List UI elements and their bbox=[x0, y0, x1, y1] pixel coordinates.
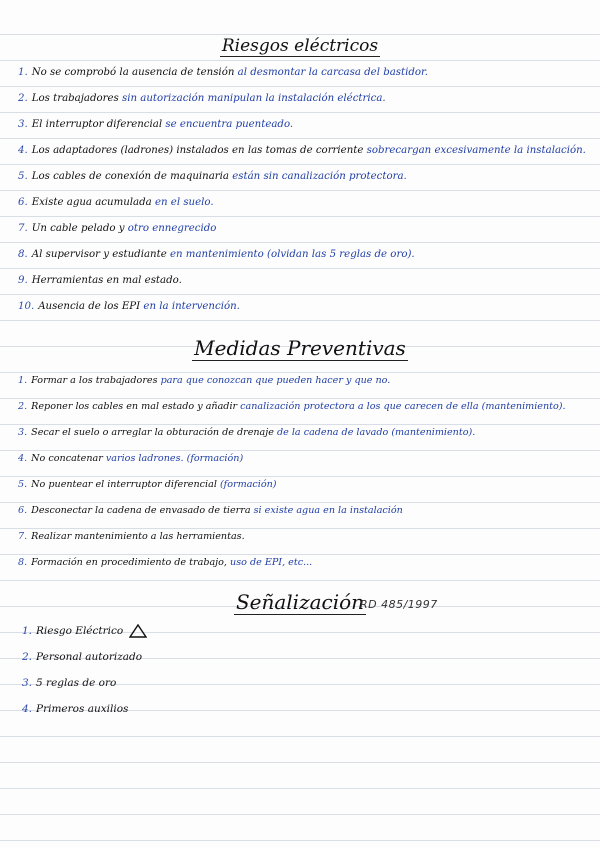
medidas-item-1 bbox=[18, 372, 588, 390]
item-text: Reponer los cables en mal estado y añadir bbox=[31, 401, 238, 412]
item-number: 1. bbox=[18, 375, 28, 386]
item-text: 5 reglas de oro bbox=[36, 677, 117, 689]
riesgos-item-6 bbox=[18, 194, 588, 212]
item-text: Formación en procedimiento de trabajo, bbox=[31, 557, 227, 568]
item-text: Riesgo Eléctrico bbox=[36, 625, 124, 637]
item-text: Al supervisor y estudiante bbox=[31, 249, 167, 260]
item-number: 6. bbox=[18, 197, 28, 208]
senal-heading bbox=[0, 590, 600, 614]
item-text-continued: sin autorización manipulan la instalación eléctrica. bbox=[118, 93, 386, 104]
item-number: 6. bbox=[18, 505, 28, 516]
item-text-continued: otro ennegrecido bbox=[124, 223, 217, 234]
item-number: 8. bbox=[18, 249, 28, 260]
senal-item-4 bbox=[22, 700, 592, 718]
riesgos-item-3 bbox=[18, 116, 588, 134]
medidas-item-7 bbox=[18, 528, 588, 546]
item-number: 4. bbox=[22, 703, 33, 715]
senal-item-2 bbox=[22, 648, 592, 666]
item-number: 4. bbox=[18, 453, 28, 464]
medidas-item-3 bbox=[18, 424, 588, 442]
item-number: 2. bbox=[18, 93, 28, 104]
medidas-item-2 bbox=[18, 398, 588, 416]
item-text-continued: en la intervención. bbox=[140, 301, 240, 312]
item-text: No puentear el interruptor diferencial bbox=[31, 479, 217, 490]
medidas-item-5 bbox=[18, 476, 588, 494]
item-text-continued: varios ladrones. (formación) bbox=[102, 453, 244, 464]
medidas-heading bbox=[0, 336, 600, 360]
item-text: Los trabajadores bbox=[31, 93, 119, 104]
item-text: No se comprobó la ausencia de tensión bbox=[31, 67, 235, 78]
item-text: Primeros auxilios bbox=[36, 703, 129, 715]
item-number: 5. bbox=[18, 479, 28, 490]
item-number: 3. bbox=[22, 677, 33, 689]
item-number: 8. bbox=[18, 557, 28, 568]
item-text: Ausencia de los EPI bbox=[38, 301, 141, 312]
item-text: Un cable pelado y bbox=[31, 223, 125, 234]
riesgos-title: Riesgos eléctricos bbox=[221, 36, 379, 56]
item-number: 5. bbox=[18, 171, 28, 182]
item-text-continued: canalización protectora a los que carecen de ella (mantenimiento). bbox=[237, 401, 566, 412]
item-number: 1. bbox=[18, 67, 28, 78]
item-text-continued: sobrecargan excesivamente la instalación. bbox=[363, 145, 586, 156]
item-text: Los adaptadores (ladrones) instalados en las tomas de corriente bbox=[31, 145, 364, 156]
item-text: Realizar mantenimiento a las herramientas. bbox=[31, 531, 245, 542]
item-number: 7. bbox=[18, 223, 28, 234]
rd-note: RD 485/1997 bbox=[360, 598, 438, 611]
item-text: No concatenar bbox=[31, 453, 103, 464]
senal-item-3 bbox=[22, 674, 592, 692]
item-text: Desconectar la cadena de envasado de tierra bbox=[31, 505, 251, 516]
item-text-continued: en mantenimiento (olvidan las 5 reglas de oro). bbox=[166, 249, 415, 260]
item-text-continued: están sin canalización protectora. bbox=[229, 171, 407, 182]
item-number: 3. bbox=[18, 427, 28, 438]
item-text-continued: uso de EPI, etc... bbox=[226, 557, 313, 568]
warning-triangle-icon bbox=[129, 624, 147, 638]
item-text: Los cables de conexión de maquinaria bbox=[31, 171, 230, 182]
riesgos-item-1 bbox=[18, 64, 588, 82]
riesgos-item-10 bbox=[18, 298, 588, 316]
item-text-continued: de la cadena de lavado (mantenimiento). bbox=[273, 427, 476, 438]
riesgos-item-7 bbox=[18, 220, 588, 238]
medidas-item-8 bbox=[18, 554, 588, 572]
item-text: Herramientas en mal estado. bbox=[31, 275, 182, 286]
item-number: 7. bbox=[18, 531, 28, 542]
item-text: Existe agua acumulada bbox=[31, 197, 152, 208]
riesgos-item-9 bbox=[18, 272, 588, 290]
item-text-continued: para que conozcan que pueden hacer y que no. bbox=[157, 375, 391, 386]
item-text: Secar el suelo o arreglar la obturación de drenaje bbox=[31, 427, 274, 438]
item-number: 9. bbox=[18, 275, 28, 286]
item-number: 1. bbox=[22, 625, 33, 637]
item-text-continued: si existe agua en la instalación bbox=[250, 505, 403, 516]
item-text: Personal autorizado bbox=[36, 651, 143, 663]
riesgos-heading bbox=[0, 36, 600, 56]
item-number: 10. bbox=[18, 301, 35, 312]
riesgos-item-4 bbox=[18, 142, 588, 160]
item-number: 2. bbox=[18, 401, 28, 412]
item-text-continued: (formación) bbox=[216, 479, 277, 490]
medidas-item-4 bbox=[18, 450, 588, 468]
item-text: Formar a los trabajadores bbox=[31, 375, 158, 386]
riesgos-item-8 bbox=[18, 246, 588, 264]
item-number: 2. bbox=[22, 651, 33, 663]
medidas-title: Medidas Preventivas bbox=[194, 336, 406, 360]
riesgos-item-5 bbox=[18, 168, 588, 186]
item-text: El interruptor diferencial bbox=[31, 119, 163, 130]
item-text-continued: se encuentra puenteado. bbox=[162, 119, 294, 130]
item-number: 4. bbox=[18, 145, 28, 156]
medidas-item-6 bbox=[18, 502, 588, 520]
senal-item-1 bbox=[22, 622, 592, 640]
item-number: 3. bbox=[18, 119, 28, 130]
senal-title: Señalización bbox=[235, 590, 365, 614]
riesgos-item-2 bbox=[18, 90, 588, 108]
item-text-continued: al desmontar la carcasa del bastidor. bbox=[234, 67, 429, 78]
item-text-continued: en el suelo. bbox=[151, 197, 214, 208]
